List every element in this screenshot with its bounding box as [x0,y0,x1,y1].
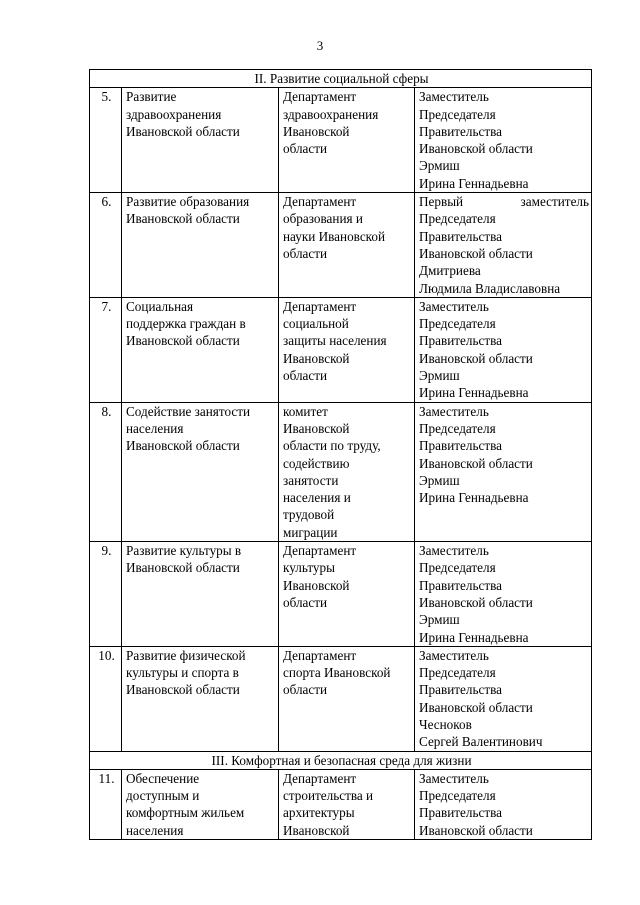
program-line: населения [126,822,184,838]
department-line: спорта Ивановской [283,665,391,681]
responsible-cell [415,297,592,402]
department-line: области [283,368,328,384]
department-line: области [283,141,328,157]
responsible-line: Ивановской области [419,350,533,366]
row-number: 8. [90,402,122,541]
program-line: Ивановской области [126,333,240,349]
responsible-line: Ивановской области [419,455,533,471]
responsible-line: Ирина Геннадьевна [419,175,529,191]
table-row [90,402,592,541]
responsible-line: Председателя [419,665,496,681]
responsible-line: Ирина Геннадьевна [419,629,529,645]
program-line: Развитие [126,89,177,105]
department-line: миграции [283,524,338,540]
program-line: здравоохранения [126,106,222,122]
table-row [90,297,592,402]
department-line: Департамент [283,89,357,105]
department-line: Ивановской [283,577,350,593]
responsible-cell [415,542,592,647]
program-cell [122,402,279,541]
program-line: Ивановской области [126,123,240,139]
program-line: Развитие образования [126,194,250,210]
table-row [90,88,592,193]
department-line: области [283,594,328,610]
department-cell [279,193,415,298]
program-line: Социальная [126,298,194,314]
responsible-line: Председателя [419,106,496,122]
row-number: 9. [90,542,122,647]
responsible-line: Правительства [419,805,502,821]
row-number: 10. [90,646,122,751]
department-line: науки Ивановской [283,228,386,244]
responsible-line: Заместитель [419,89,489,105]
program-cell [122,88,279,193]
program-line: поддержка граждан в [126,316,246,332]
department-line: Ивановской [283,822,350,838]
responsible-cell [415,646,592,751]
program-line: населения [126,420,184,436]
department-line: образования и [283,211,363,227]
responsible-line: Эрмиш [419,472,460,488]
row-number: 5. [90,88,122,193]
responsible-line: Ирина Геннадьевна [419,490,529,506]
program-line: культуры и спорта в [126,665,239,681]
program-cell [122,769,279,839]
program-line: Развитие культуры в [126,543,242,559]
department-line: Департамент [283,770,357,786]
department-cell [279,402,415,541]
department-line: содействию [283,455,350,471]
responsible-line: Ивановской области [419,699,533,715]
department-line: культуры [283,560,335,576]
responsible-line: Чесноков [419,716,472,732]
responsible-line: Председателя [419,420,496,436]
programs-table [89,69,592,840]
department-line: Департамент [283,298,357,314]
responsible-line: Ивановской области [419,594,533,610]
table-row [90,769,592,839]
department-cell [279,542,415,647]
department-line: здравоохранения [283,106,379,122]
responsible-line: Заместитель [419,403,489,419]
section-title: III. Комфортная и безопасная среда для жизни [90,751,592,769]
program-cell [122,542,279,647]
section-header-row [90,751,592,769]
program-line: Ивановской области [126,211,240,227]
responsible-cell [415,88,592,193]
department-line: Департамент [283,543,357,559]
responsible-cell [415,402,592,541]
page-number: 3 [316,38,324,53]
table-row [90,542,592,647]
program-line: Ивановской области [126,438,240,454]
responsible-line: Правительства [419,577,502,593]
row-number: 11. [90,769,122,839]
program-line: Содействие занятости [126,403,251,419]
program-line: Ивановской области [126,560,240,576]
responsible-line: Ивановской области [419,141,533,157]
responsible-line: Дмитриева [419,263,481,279]
department-line: области [283,245,328,261]
department-line: Ивановской [283,350,350,366]
department-line: архитектуры [283,805,355,821]
responsible-line: Ивановской области [419,822,533,838]
table-row [90,193,592,298]
department-cell [279,646,415,751]
department-cell [279,88,415,193]
responsible-line: Заместитель [419,298,489,314]
responsible-word: Первый [419,194,464,210]
responsible-line-justified [419,193,589,210]
responsible-line: Эрмиш [419,368,460,384]
responsible-line: Правительства [419,438,502,454]
responsible-line: Председателя [419,211,496,227]
table-row [90,646,592,751]
department-line: трудовой [283,507,335,523]
program-line: доступным и [126,788,200,804]
department-line: Ивановской [283,420,350,436]
responsible-line: Заместитель [419,647,489,663]
department-line: Департамент [283,194,357,210]
program-cell [122,297,279,402]
responsible-line: Сергей Валентинович [419,734,543,750]
program-cell [122,193,279,298]
department-cell [279,297,415,402]
department-line: населения и [283,490,351,506]
department-line: области [283,682,328,698]
responsible-word: заместитель [520,194,590,210]
department-line: Ивановской [283,123,350,139]
department-line: занятости [283,472,339,488]
program-line: Развитие физической [126,647,246,663]
responsible-line: Ивановской области [419,245,533,261]
program-line: комфортным жильем [126,805,245,821]
responsible-line: Правительства [419,123,502,139]
row-number: 6. [90,193,122,298]
section-header-row [90,70,592,88]
department-cell [279,769,415,839]
section-title: II. Развитие социальной сферы [90,70,592,88]
responsible-cell [415,193,592,298]
responsible-line: Заместитель [419,770,489,786]
department-line: строительства и [283,788,374,804]
responsible-line: Председателя [419,316,496,332]
department-line: защиты населения [283,333,387,349]
row-number: 7. [90,297,122,402]
responsible-line: Правительства [419,333,502,349]
program-line: Обеспечение [126,770,200,786]
program-cell [122,646,279,751]
department-line: социальной [283,316,349,332]
responsible-line: Эрмиш [419,612,460,628]
responsible-line: Правительства [419,682,502,698]
responsible-line: Председателя [419,788,496,804]
responsible-cell [415,769,592,839]
responsible-line: Заместитель [419,543,489,559]
program-line: Ивановской области [126,682,240,698]
responsible-line: Правительства [419,228,502,244]
department-line: комитет [283,403,328,419]
department-line: области по труду, [283,438,381,454]
responsible-line: Людмила Владиславовна [419,280,561,296]
responsible-line: Ирина Геннадьевна [419,385,529,401]
responsible-line: Эрмиш [419,158,460,174]
department-line: Департамент [283,647,357,663]
responsible-line: Председателя [419,560,496,576]
